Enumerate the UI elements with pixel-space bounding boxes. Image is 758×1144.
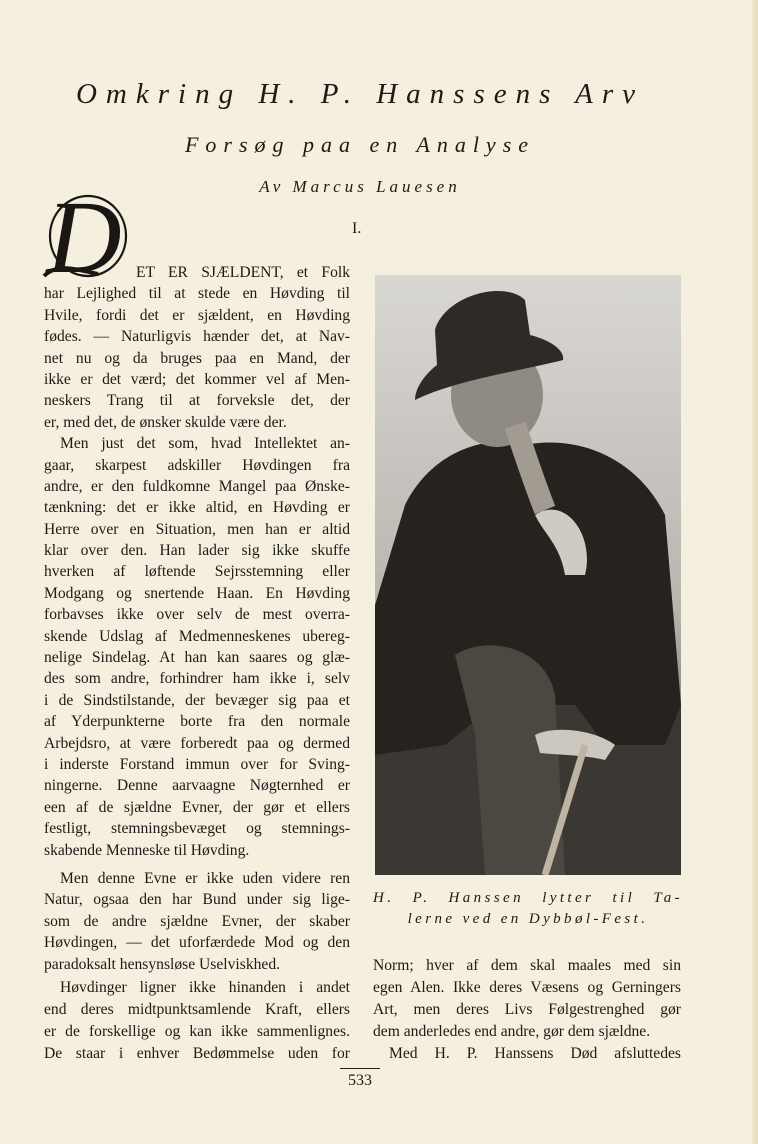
- text-line: dem anderledes end andre, gør dem sjældne.: [373, 1023, 651, 1041]
- text-line: ET ER SJÆLDENT, et Folk: [136, 264, 350, 281]
- text-line: i inderste Forstand immun over for Sving-: [44, 755, 350, 773]
- text-line: andre, er den fuldkomne Mangel paa Ønske-: [44, 477, 350, 495]
- text-line: har Lejlighed til at stede en Høvding til: [44, 285, 350, 303]
- text-line: paradoksalt hensynsløse Uselviskhed.: [44, 955, 281, 973]
- text-line: ningerne. Denne aarvaagne Nøgternhed er: [44, 777, 350, 795]
- right-column: [373, 955, 681, 1065]
- text-line: af Yderpunkterne borte fra den normale: [44, 713, 350, 731]
- text-line: gaar, skarpest adskiller Høvdingen fra: [44, 456, 350, 474]
- article-author: Av Marcus Lauesen: [259, 177, 461, 196]
- text-line: er, med det, de ønsker skulde være der.: [44, 413, 287, 431]
- page-edge: [752, 0, 758, 1144]
- caption-line-1: H. P. Hanssen lytter til Ta-: [373, 890, 683, 906]
- text-line: Art, men deres Livs Følgestrenghed gør: [373, 1001, 681, 1019]
- article-subtitle: Forsøg paa en Analyse: [184, 132, 536, 157]
- text-line: Natur, ogsaa den har Bund under sig lige-: [44, 891, 350, 909]
- text-line: skende Udslag af Medmenneskenes ubereg-: [44, 627, 350, 645]
- text-line: Med H. P. Hanssens Død afsluttedes: [389, 1045, 681, 1063]
- text-line: een af de sjældne Evner, der gør et ellers: [44, 798, 350, 816]
- photo-hp-hanssen: [375, 275, 681, 875]
- text-line: Men just det som, hvad Intellektet an-: [60, 435, 350, 453]
- photo-caption: [373, 888, 683, 930]
- text-line: Hvile, fordi det er sjældent, en Høvding: [44, 306, 350, 324]
- text-line: net nu og da bruges paa en Mand, der: [44, 349, 350, 367]
- text-line: egen Alen. Ikke deres Væsens og Gerningers: [373, 979, 681, 997]
- left-column-block-1: [44, 262, 350, 861]
- text-line: Høvdinger ligner ikke hinanden i andet: [60, 979, 350, 996]
- text-line: Herre over en Situation, men han er altid: [44, 520, 350, 538]
- portrait-image: [375, 275, 681, 875]
- left-column-block-3: [44, 977, 350, 1065]
- text-line: Modgang og snertende Haan. En Høvding: [44, 584, 350, 602]
- text-line: festligt, stemningsbevæget og stemnings-: [44, 820, 350, 838]
- page-number: 533: [340, 1068, 380, 1090]
- text-line: hverken af løftende Sejrsstemning eller: [44, 563, 350, 581]
- article-title: Omkring H. P. Hanssens Arv: [75, 78, 645, 110]
- text-line: Men denne Evne er ikke uden videre ren: [60, 870, 350, 887]
- drop-cap-letter: D: [46, 180, 122, 295]
- text-line: klar over den. Han lader sig ikke skuffe: [44, 542, 350, 560]
- text-line: ikke er det værd; det kommer vel af Men-: [44, 370, 350, 388]
- text-line: fødes. — Naturligvis hænder det, at Nav-: [44, 328, 350, 346]
- text-line: Norm; hver af dem skal maales med sin: [373, 957, 681, 974]
- text-line: er de forskellige og kan ikke sammenlignes.: [44, 1023, 350, 1041]
- text-line: neskers Trang til at forveksle det, der: [44, 392, 350, 410]
- text-line: Høvdingen, — det uforfærdede Mod og den: [44, 934, 350, 952]
- text-line: forbavses ikke over selv de mest overra-: [44, 606, 350, 624]
- text-line: nelige Sindelag. At han kan saares og glæ-: [44, 649, 350, 667]
- text-line: des som andre, forhindrer ham ikke i, selv: [44, 670, 350, 688]
- text-line: som de andre sjældne Evner, der skaber: [44, 912, 350, 930]
- section-number: I.: [352, 220, 362, 237]
- text-line: skabende Menneske til Høvding.: [44, 841, 250, 859]
- text-line: Arbejdsro, at være forberedt paa og dermed: [44, 734, 350, 752]
- text-line: i de Sindstilstande, der bevæger sig paa et: [44, 691, 350, 709]
- text-line: tænkning: det er ikke altid, en Høvding er: [44, 499, 350, 517]
- left-column-block-2: [44, 868, 350, 975]
- text-line: end deres midtpunktsamlende Kraft, ellers: [44, 1001, 350, 1019]
- text-line: De staar i enhver Bedømmelse uden for: [44, 1045, 350, 1063]
- caption-line-2: lerne ved en Dybbøl-Fest.: [407, 911, 649, 927]
